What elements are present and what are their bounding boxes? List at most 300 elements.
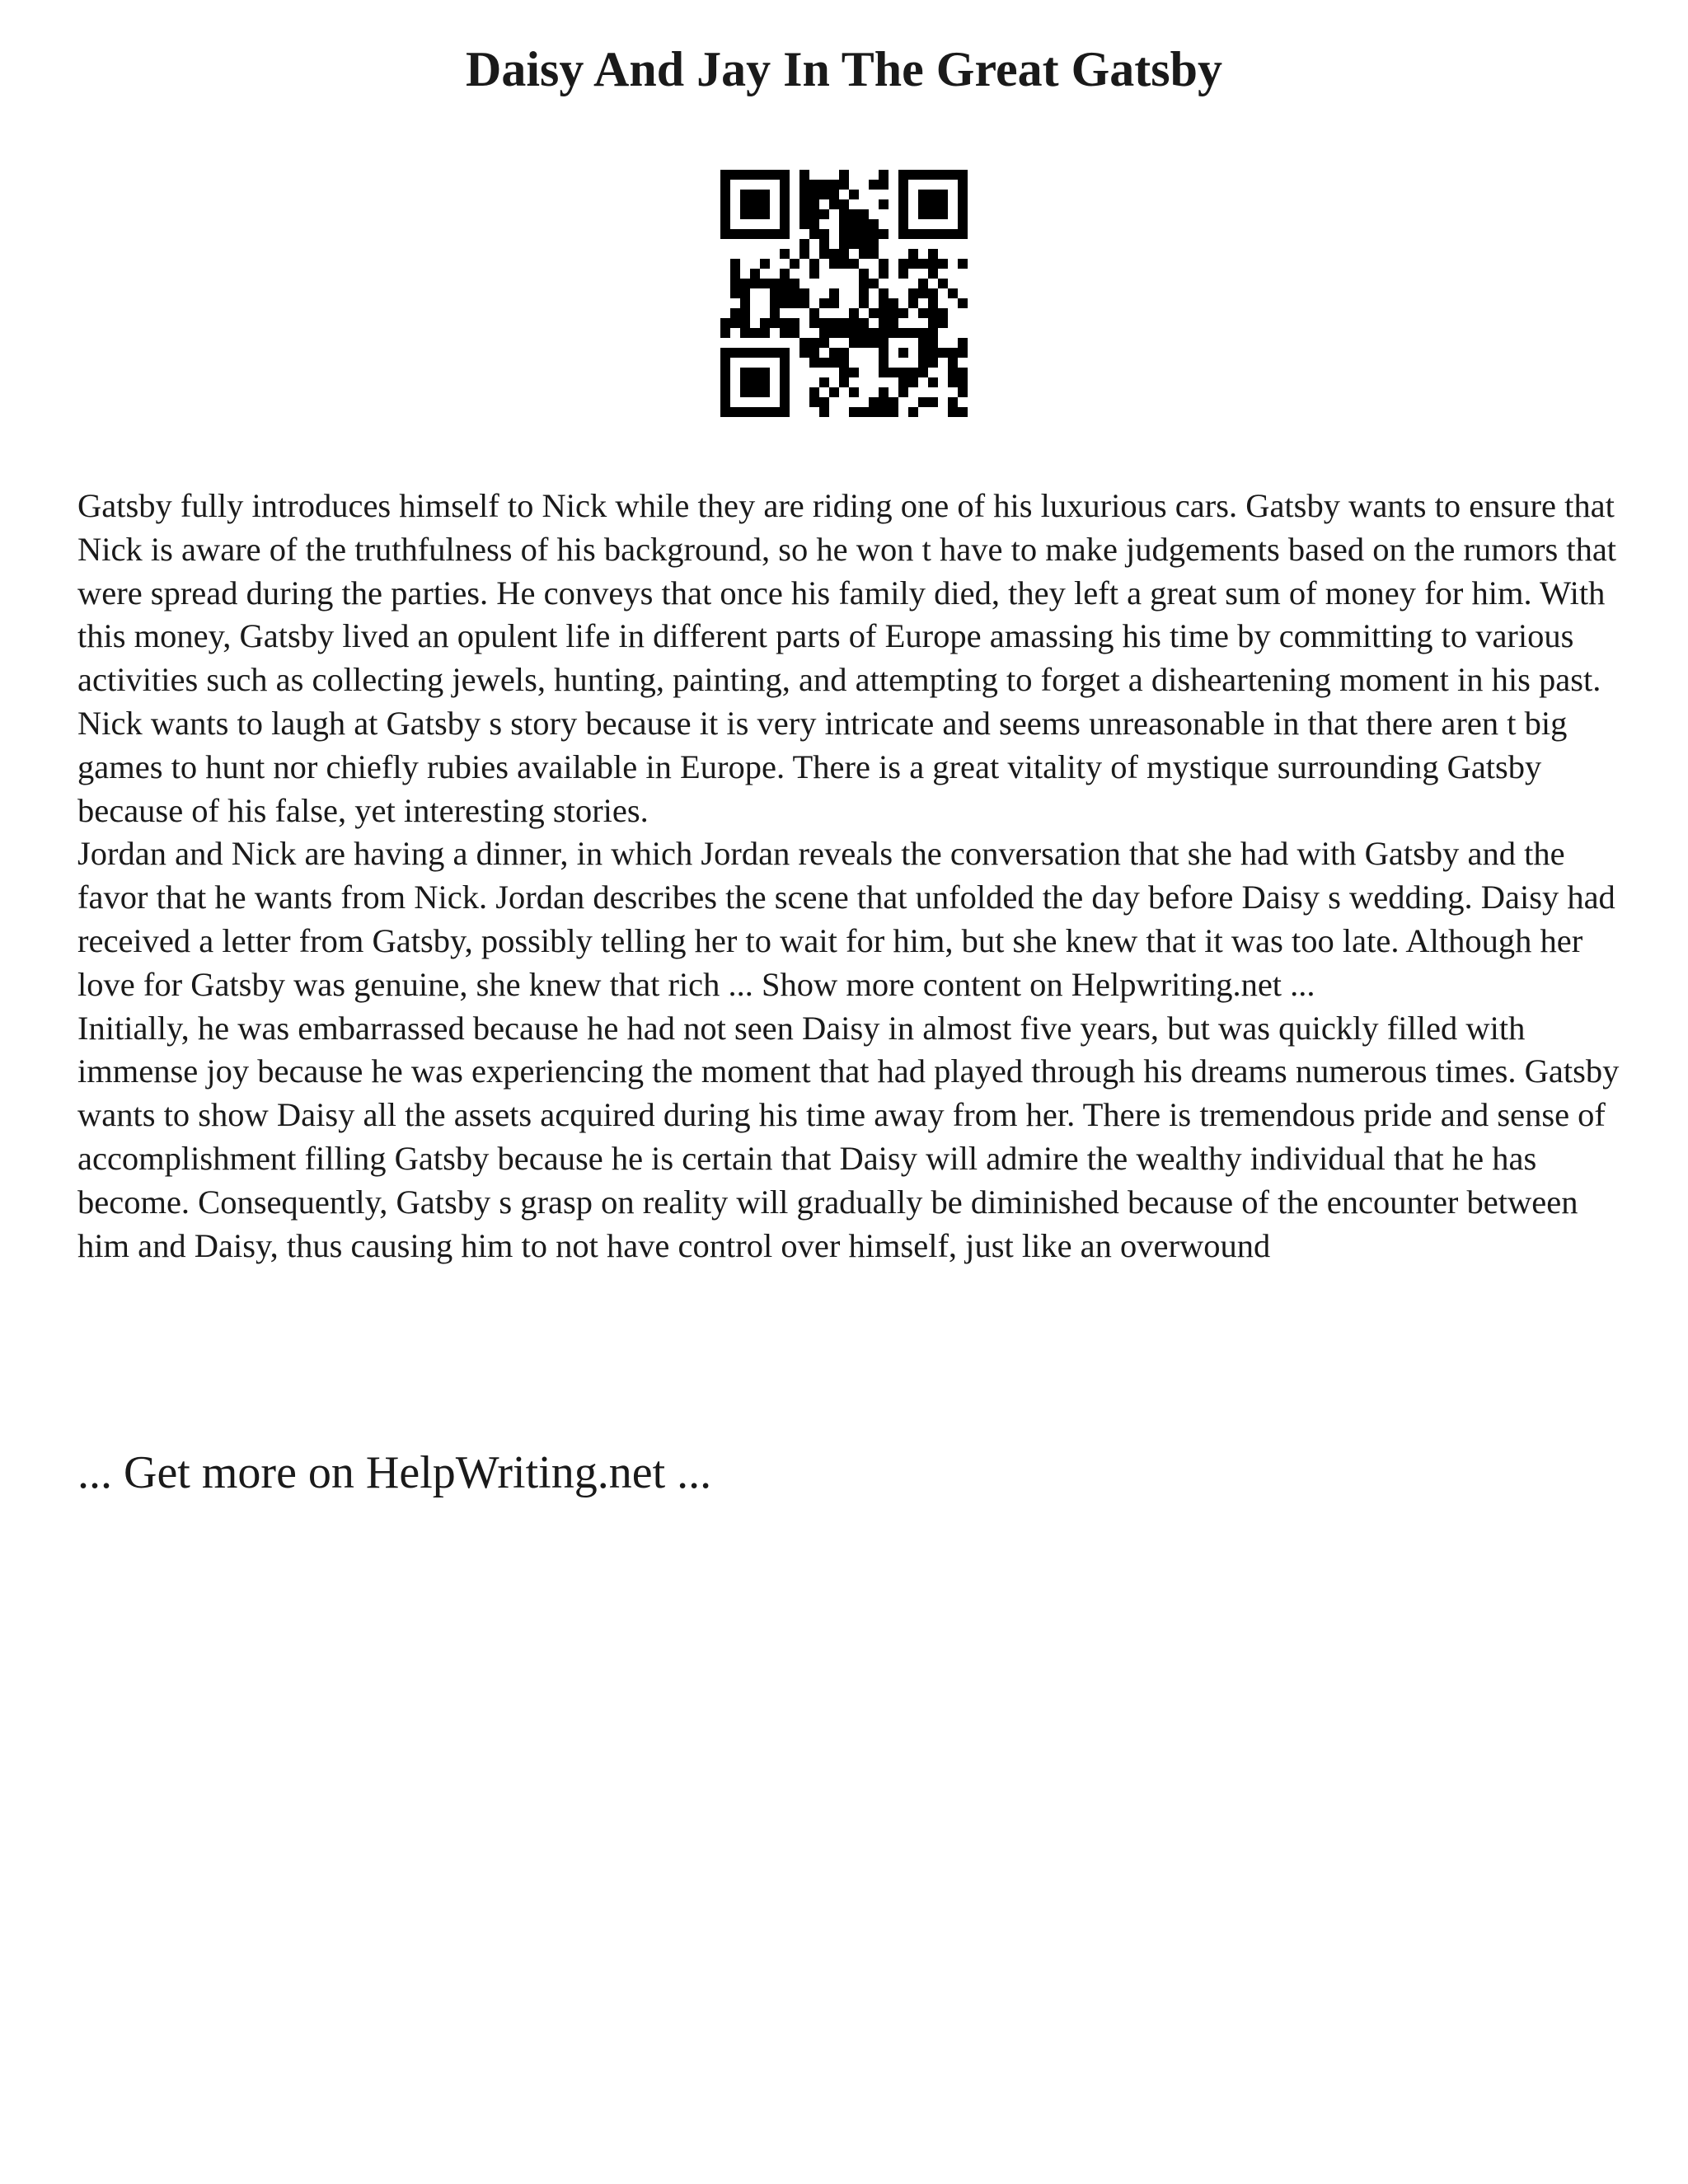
qr-module (809, 190, 819, 199)
qr-module (750, 377, 760, 387)
qr-module (948, 397, 958, 407)
qr-module (958, 348, 968, 358)
qr-module (918, 308, 928, 318)
qr-module (829, 348, 839, 358)
qr-module (908, 328, 918, 338)
qr-module (780, 348, 790, 358)
qr-module (879, 368, 889, 377)
qr-module (948, 407, 958, 417)
qr-module (958, 229, 968, 239)
qr-module (790, 279, 799, 288)
qr-module (740, 288, 750, 298)
qr-module (839, 259, 849, 269)
qr-module (918, 229, 928, 239)
qr-module (869, 219, 879, 229)
qr-module (780, 328, 790, 338)
qr-module (908, 259, 918, 269)
qr-module (908, 288, 918, 298)
qr-module (819, 229, 829, 239)
qr-module (780, 229, 790, 239)
qr-module (918, 358, 928, 368)
qr-module (958, 199, 968, 209)
qr-module (879, 328, 889, 338)
qr-module (780, 249, 790, 259)
qr-module (720, 190, 730, 199)
qr-module (928, 318, 938, 328)
qr-module (799, 249, 809, 259)
qr-module (750, 328, 760, 338)
qr-module (750, 269, 760, 279)
qr-module (770, 229, 780, 239)
qr-module (908, 377, 918, 387)
qr-module (740, 328, 750, 338)
qr-module (918, 397, 928, 407)
qr-module (928, 358, 938, 368)
qr-module (908, 368, 918, 377)
qr-module (849, 387, 859, 397)
qr-module (780, 219, 790, 229)
qr-module (839, 377, 849, 387)
qr-module (809, 269, 819, 279)
qr-module (720, 209, 730, 219)
qr-module (879, 269, 889, 279)
qr-module (958, 219, 968, 229)
qr-module (869, 328, 879, 338)
qr-module (849, 338, 859, 348)
qr-module (839, 249, 849, 259)
qr-module (908, 298, 918, 308)
qr-module (829, 180, 839, 190)
qr-module (770, 288, 780, 298)
qr-module (799, 288, 809, 298)
qr-module (740, 279, 750, 288)
qr-module (750, 407, 760, 417)
qr-module (889, 318, 898, 328)
qr-module (730, 348, 740, 358)
qr-module (948, 170, 958, 180)
qr-module (750, 368, 760, 377)
qr-module (898, 190, 908, 199)
qr-module (839, 239, 849, 249)
qr-module (948, 358, 958, 368)
qr-module (780, 269, 790, 279)
qr-module (780, 298, 790, 308)
qr-module (869, 249, 879, 259)
qr-module (809, 209, 819, 219)
qr-module (799, 199, 809, 209)
qr-module (720, 229, 730, 239)
qr-module (839, 180, 849, 190)
qr-module (819, 407, 829, 417)
qr-module (760, 170, 770, 180)
qr-module (928, 269, 938, 279)
qr-module (928, 377, 938, 387)
qr-module (879, 397, 889, 407)
qr-module (928, 298, 938, 308)
qr-module (869, 407, 879, 417)
qr-module (720, 368, 730, 377)
article-body (77, 485, 1627, 1268)
qr-module (908, 170, 918, 180)
qr-module (799, 170, 809, 180)
qr-module (770, 407, 780, 417)
qr-module (879, 308, 889, 318)
qr-module (730, 170, 740, 180)
qr-module (869, 397, 879, 407)
qr-module (928, 229, 938, 239)
qr-module (740, 170, 750, 180)
qr-module (918, 279, 928, 288)
qr-module (809, 308, 819, 318)
qr-module (839, 229, 849, 239)
qr-module (928, 338, 938, 348)
qr-module (859, 338, 869, 348)
qr-module (889, 397, 898, 407)
qr-module (720, 407, 730, 417)
qr-module (740, 298, 750, 308)
qr-module (720, 318, 730, 328)
qr-module (898, 170, 908, 180)
qr-module (790, 259, 799, 269)
qr-module (928, 170, 938, 180)
qr-module (958, 368, 968, 377)
qr-module (839, 358, 849, 368)
qr-module (918, 259, 928, 269)
qr-module (770, 348, 780, 358)
qr-module (958, 338, 968, 348)
qr-module (780, 288, 790, 298)
qr-module (750, 199, 760, 209)
qr-module (938, 170, 948, 180)
qr-module (780, 170, 790, 180)
qr-module (879, 199, 889, 209)
qr-module (898, 269, 908, 279)
qr-module (849, 328, 859, 338)
qr-module (898, 368, 908, 377)
qr-module (720, 348, 730, 358)
qr-module (829, 387, 839, 397)
qr-module (958, 209, 968, 219)
qr-module (819, 328, 829, 338)
qr-module (849, 239, 859, 249)
qr-module (760, 279, 770, 288)
qr-module (780, 199, 790, 209)
qr-module (740, 377, 750, 387)
qr-module (898, 259, 908, 269)
qr-module (740, 190, 750, 199)
qr-module (839, 170, 849, 180)
qr-module (780, 377, 790, 387)
qr-module (928, 348, 938, 358)
qr-module (740, 308, 750, 318)
qr-module (829, 190, 839, 199)
qr-module (839, 368, 849, 377)
qr-module (898, 348, 908, 358)
qr-module (859, 229, 869, 239)
qr-module (819, 338, 829, 348)
qr-module (819, 318, 829, 328)
qr-module (918, 328, 928, 338)
qr-module (760, 209, 770, 219)
qr-module (889, 308, 898, 318)
qr-module (780, 368, 790, 377)
qr-module (780, 279, 790, 288)
qr-module (918, 199, 928, 209)
qr-module (809, 219, 819, 229)
qr-module (839, 219, 849, 229)
qr-module (879, 318, 889, 328)
qr-module (809, 318, 819, 328)
qr-module (760, 318, 770, 328)
qr-module (730, 318, 740, 328)
qr-module (958, 259, 968, 269)
qr-module (879, 358, 889, 368)
page-title: Daisy And Jay In The Great Gatsby (466, 42, 1222, 96)
qr-module (730, 308, 740, 318)
qr-module (750, 279, 760, 288)
qr-module (948, 368, 958, 377)
qr-module (898, 180, 908, 190)
qr-module (938, 190, 948, 199)
qr-module (730, 269, 740, 279)
qr-module (760, 348, 770, 358)
qr-module (958, 298, 968, 308)
qr-module (879, 170, 889, 180)
qr-module (928, 249, 938, 259)
qr-module (859, 249, 869, 259)
qr-module (938, 229, 948, 239)
qr-module (809, 358, 819, 368)
qr-module (938, 259, 948, 269)
qr-module (740, 209, 750, 219)
qr-module (740, 407, 750, 417)
qr-module (740, 368, 750, 377)
qr-module (799, 298, 809, 308)
qr-module (869, 180, 879, 190)
qr-module (918, 288, 928, 298)
qr-module (879, 387, 889, 397)
paragraph-1: Gatsby fully introduces himself to Nick while they are riding one of his luxurious cars. Gatsby wants to ensure that Nick is aware of the truthfulness of his background, so he won t have to make judgements based on the rumors that were spread during the parties. He conveys that once his family died, they left a great sum of money for him. With this money, Gatsby lived an opulent life in different parts of Europe amassing his time by committing to various activities such as collecting jewels, hunting, painting, and attempting to forget a disheartening moment in his past. Nick wants to laugh at Gatsby s story because it is very intricate and seems unreasonable in that there aren t big games to hunt nor chiefly rubies available in Europe. There is a great vitality of mystique surrounding Gatsby because of his false, yet interesting stories. (77, 487, 1617, 829)
qr-module (720, 377, 730, 387)
qr-module (958, 190, 968, 199)
qr-module (780, 180, 790, 190)
qr-module (928, 288, 938, 298)
qr-module (770, 170, 780, 180)
qr-module (898, 229, 908, 239)
qr-module (889, 328, 898, 338)
qr-module (720, 180, 730, 190)
paragraph-2: Jordan and Nick are having a dinner, in which Jordan reveals the conversation that she had with Gatsby and the favor that he wants from Nick. Jordan describes the scene that unfolded the day before Daisy s wedding. Daisy had received a letter from Gatsby, possibly telling her to wait for him, but she knew that it was too late. Although her love for Gatsby was genuine, she knew that rich ... Show more content on Helpwriting.net ... (77, 835, 1615, 1003)
qr-module (918, 190, 928, 199)
qr-module (938, 308, 948, 318)
qr-module (918, 170, 928, 180)
qr-module (879, 338, 889, 348)
qr-module (908, 407, 918, 417)
qr-module (780, 397, 790, 407)
qr-module (849, 259, 859, 269)
qr-module (780, 318, 790, 328)
qr-module (938, 199, 948, 209)
qr-module (809, 348, 819, 358)
qr-module (760, 259, 770, 269)
qr-module (859, 318, 869, 328)
qr-module (730, 288, 740, 298)
qr-module (750, 229, 760, 239)
qr-module (819, 190, 829, 199)
qr-module (918, 368, 928, 377)
qr-module (928, 259, 938, 269)
qr-module (879, 229, 889, 239)
qr-module (849, 407, 859, 417)
qr-module (869, 338, 879, 348)
qr-module (740, 387, 750, 397)
qr-module (859, 407, 869, 417)
qr-module (849, 308, 859, 318)
qr-module (829, 199, 839, 209)
qr-module (839, 199, 849, 209)
qr-module (879, 180, 889, 190)
qr-module (958, 170, 968, 180)
qr-module (809, 387, 819, 397)
qr-module (720, 397, 730, 407)
qr-module (938, 348, 948, 358)
qr-module (760, 199, 770, 209)
qr-module (740, 229, 750, 239)
qr-module (760, 377, 770, 387)
qr-module (918, 209, 928, 219)
qr-module (809, 259, 819, 269)
qr-module (958, 407, 968, 417)
qr-module (790, 298, 799, 308)
qr-module (799, 190, 809, 199)
qr-module (938, 279, 948, 288)
qr-module (799, 338, 809, 348)
qr-module (898, 199, 908, 209)
qr-module (770, 298, 780, 308)
get-more-link[interactable]: ... Get more on HelpWriting.net ... (77, 1447, 712, 1498)
qr-module (839, 328, 849, 338)
qr-module (879, 348, 889, 358)
qr-module (898, 328, 908, 338)
qr-module (869, 279, 879, 288)
qr-module (819, 298, 829, 308)
qr-module (928, 190, 938, 199)
qr-module (849, 209, 859, 219)
qr-module (829, 259, 839, 269)
qr-module (839, 209, 849, 219)
qr-module (809, 338, 819, 348)
qr-module (819, 180, 829, 190)
qr-module (760, 407, 770, 417)
qr-module (829, 358, 839, 368)
qr-module (928, 328, 938, 338)
qr-module (770, 308, 780, 318)
qr-module (799, 348, 809, 358)
qr-module (740, 348, 750, 358)
qr-module (898, 209, 908, 219)
qr-module (730, 229, 740, 239)
qr-code-icon (720, 170, 968, 417)
qr-module (720, 387, 730, 397)
qr-module (898, 308, 908, 318)
qr-module (849, 229, 859, 239)
qr-module (740, 199, 750, 209)
qr-module (750, 387, 760, 397)
qr-module (948, 348, 958, 358)
qr-module (829, 249, 839, 259)
qr-module (780, 407, 790, 417)
qr-module (720, 199, 730, 209)
qr-module (819, 397, 829, 407)
qr-module (908, 229, 918, 239)
qr-module (760, 368, 770, 377)
qr-module (780, 190, 790, 199)
qr-module (869, 308, 879, 318)
qr-module (720, 358, 730, 368)
qr-module (760, 190, 770, 199)
qr-module (948, 288, 958, 298)
qr-module (770, 279, 780, 288)
qr-module (958, 180, 968, 190)
qr-module (889, 368, 898, 377)
qr-module (938, 318, 948, 328)
qr-module (898, 377, 908, 387)
qr-module (750, 348, 760, 358)
qr-module (958, 387, 968, 397)
qr-module (879, 407, 889, 417)
qr-module (819, 249, 829, 259)
qr-module (839, 348, 849, 358)
qr-module (829, 328, 839, 338)
qr-module (879, 288, 889, 298)
qr-module (780, 387, 790, 397)
qr-module (829, 288, 839, 298)
qr-module (799, 209, 809, 219)
qr-module (730, 407, 740, 417)
qr-module (928, 209, 938, 219)
qr-module (799, 180, 809, 190)
qr-module (799, 219, 809, 229)
qr-module (720, 170, 730, 180)
qr-module (859, 219, 869, 229)
qr-module (829, 298, 839, 308)
qr-module (720, 219, 730, 229)
qr-module (948, 229, 958, 239)
qr-module (780, 358, 790, 368)
qr-module (918, 338, 928, 348)
qr-module (760, 328, 770, 338)
qr-module (908, 249, 918, 259)
qr-module (928, 308, 938, 318)
qr-module (859, 209, 869, 219)
qr-module (770, 318, 780, 328)
paragraph-3: Initially, he was embarrassed because he had not seen Daisy in almost five years, but was quickly filled with immense joy because he was experiencing the moment that had played through his dreams numerous times. Gatsby wants to show Daisy all the assets acquired during his time away from her. There is tremendous pride and sense of accomplishment filling Gatsby because he is certain that Daisy will admire the wealthy individual that he has become. Consequently, Gatsby s grasp on reality will gradually be diminished because of the encounter between him and Daisy, thus causing him to not have control over himself, just like an overwound (77, 1009, 1620, 1264)
qr-module (829, 318, 839, 328)
qr-module (819, 209, 829, 219)
qr-module (869, 229, 879, 239)
qr-module (730, 259, 740, 269)
qr-module (879, 298, 889, 308)
qr-module (839, 318, 849, 328)
qr-module (849, 318, 859, 328)
qr-module (889, 298, 898, 308)
qr-module (799, 239, 809, 249)
qr-module (859, 269, 869, 279)
qr-module (750, 190, 760, 199)
qr-module (730, 279, 740, 288)
qr-module (760, 387, 770, 397)
qr-module (760, 229, 770, 239)
